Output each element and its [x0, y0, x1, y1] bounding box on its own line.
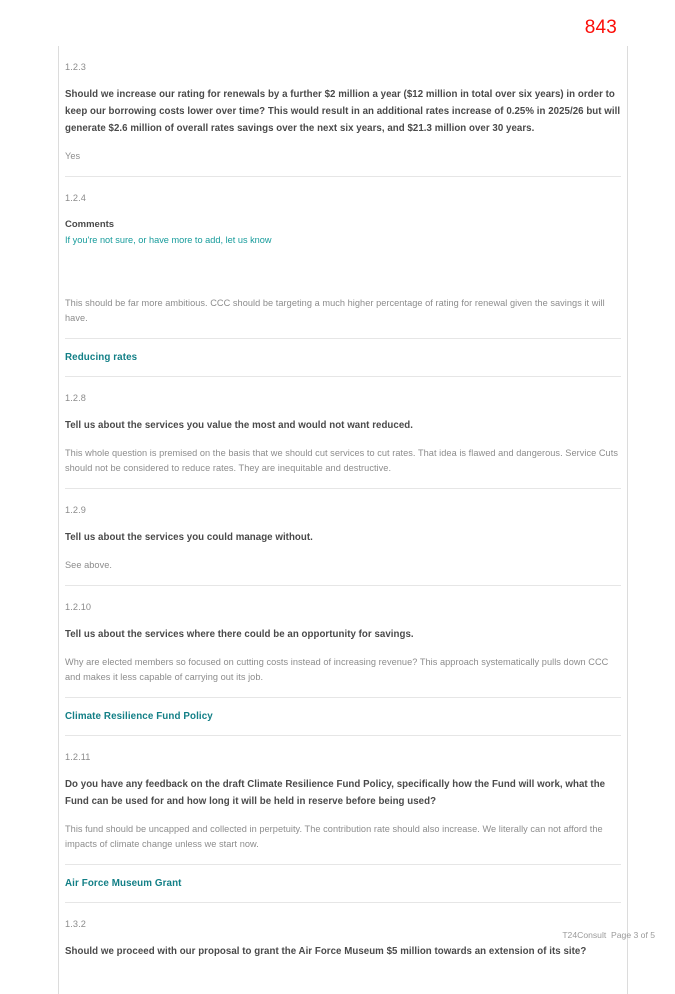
question-text: Tell us about the services you value the most and would not want reduced.	[65, 420, 413, 431]
section-title: Climate Resilience Fund Policy	[65, 711, 213, 722]
question-number: 1.3.2	[65, 919, 86, 929]
section-heading-climate-resilience-fund-policy	[65, 698, 621, 736]
question-number: 1.2.9	[65, 505, 86, 515]
answer-text: This should be far more ambitious. CCC should be targeting a much higher percentage of rating for renewal given the savings it will have.	[65, 298, 605, 323]
page-stamp-number: 843	[584, 17, 617, 38]
comments-hint: If you're not sure, or have more to add, let us know	[65, 235, 272, 245]
question-block	[65, 489, 621, 586]
section-heading-air-force-museum-grant	[65, 865, 621, 903]
question-number: 1.2.11	[65, 752, 91, 762]
question-block	[65, 377, 621, 489]
question-block	[65, 736, 621, 865]
section-heading-reducing-rates	[65, 339, 621, 377]
question-text: Should we proceed with our proposal to grant the Air Force Museum $5 million towards an extension of its site?	[65, 946, 587, 957]
question-text: Tell us about the services where there could be an opportunity for savings.	[65, 629, 414, 640]
question-block	[65, 586, 621, 698]
answer-text: Yes	[65, 151, 81, 161]
answer-text: This fund should be uncapped and collected in perpetuity. The contribution rate should also increase. We literally can not afford the impacts of climate change unless we start now.	[65, 824, 603, 849]
question-number: 1.2.3	[65, 62, 86, 72]
question-number: 1.2.10	[65, 602, 92, 612]
section-title: Reducing rates	[65, 352, 138, 363]
comments-label: Comments	[65, 219, 115, 230]
question-text: Do you have any feedback on the draft Climate Resilience Fund Policy, specifically how the Fund will work, what the Fund can be used for and how long it will be held in reserve before being used?	[65, 779, 606, 807]
question-block	[65, 46, 621, 177]
submission-content	[58, 46, 628, 994]
question-block	[65, 903, 621, 994]
answer-text: This whole question is premised on the basis that we should cut services to cut rates. That idea is flawed and dangerous. Service Cuts should not be considered to reduce rates. They are inequitable and destructive.	[65, 448, 618, 473]
question-number: 1.2.4	[65, 193, 86, 203]
question-text: Should we increase our rating for renewals by a further $2 million a year ($12 million in total over six years) in order to keep our borrowing costs lower over time? This would result in an additional rates increase of 0.25% in 2025/26 but will generate $2.6 million of overall rates savings over the next six years, and $21.3 million over 30 years.	[65, 89, 621, 134]
answer-text: Why are elected members so focused on cutting costs instead of increasing revenue? This approach systematically pulls down CCC and makes it less capable of carrying out its job.	[65, 657, 609, 682]
question-number: 1.2.8	[65, 393, 86, 403]
answer-text: See above.	[65, 560, 112, 570]
section-title: Air Force Museum Grant	[65, 878, 182, 889]
question-block	[65, 177, 621, 339]
question-text: Tell us about the services you could manage without.	[65, 532, 313, 543]
page-footer: T24Consult Page 3 of 5	[562, 930, 655, 940]
